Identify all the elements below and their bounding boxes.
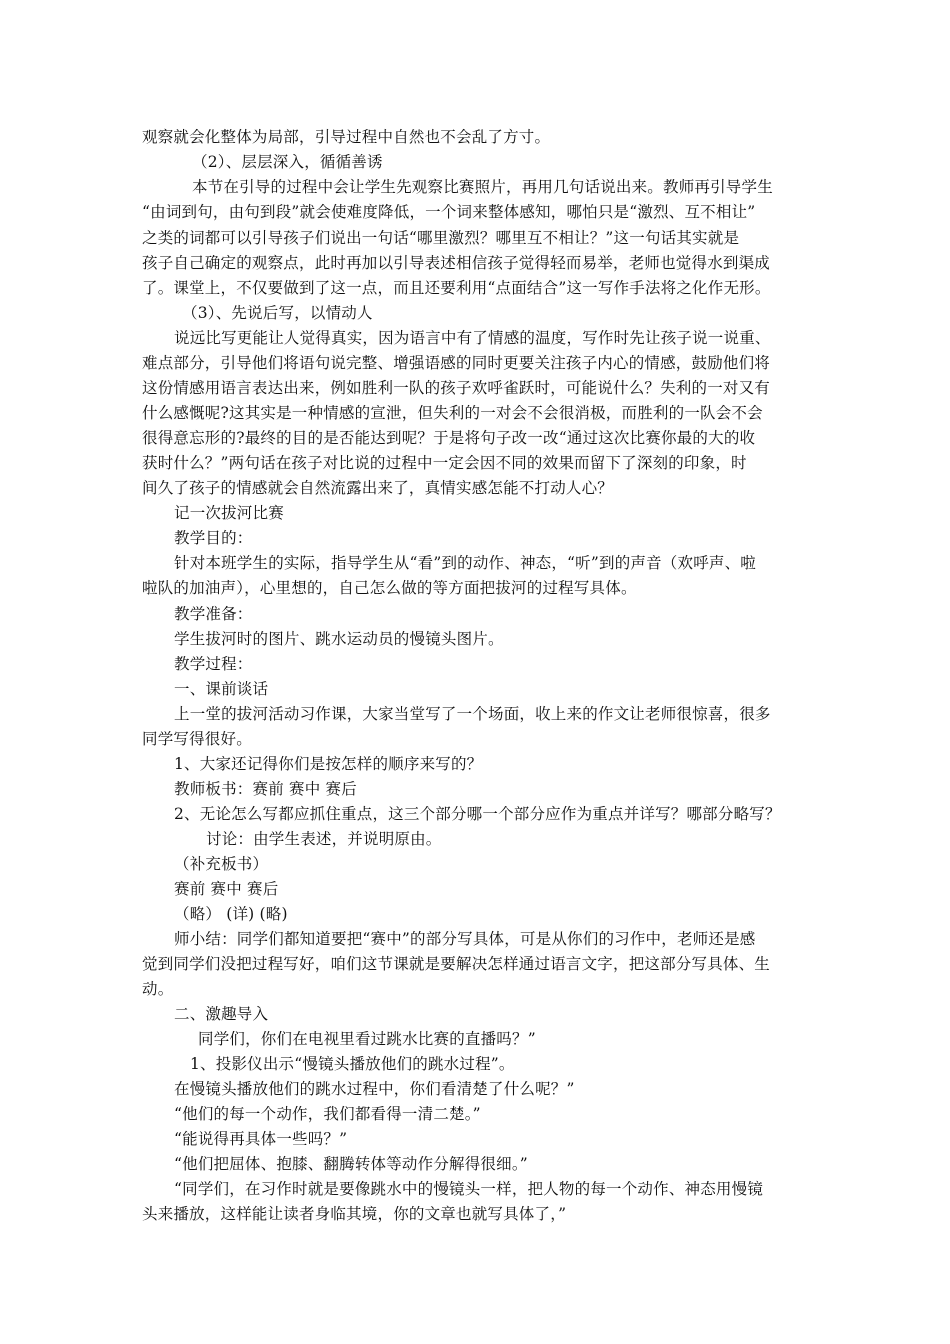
section-heading: 二、激趣导入 — [174, 1005, 269, 1023]
text-line: 难点部分，引导他们将语句说完整、增强语感的同时更要关注孩子内心的情感，鼓励他们将 — [142, 354, 771, 372]
text-line: 这份情感用语言表达出来，例如胜利一队的孩子欢呼雀跃时，可能说什么？失利的一对又有 — [142, 379, 771, 397]
text-line: 赛前 赛中 赛后 — [174, 880, 279, 898]
text-line: 说远比写更能让人觉得真实，因为语言中有了情感的温度，写作时先让孩子说一说重、 — [174, 329, 771, 347]
text-line: 上一堂的拔河活动习作课，大家当堂写了一个场面，收上来的作文让老师很惊喜，很多 — [174, 705, 771, 723]
text-line: 针对本班学生的实际，指导学生从“看”到的动作、神态，“听”到的声音（欢呼声、啦 — [174, 554, 756, 572]
text-line: 间久了孩子的情感就会自然流露出来了，真情实感怎能不打动人心？ — [142, 479, 614, 497]
text-line: （补充板书） — [174, 855, 269, 873]
text-line: 觉到同学们没把过程写好，咱们这节课就是要解决怎样通过语言文字，把这部分写具体、生 — [142, 955, 771, 973]
text-line: 讨论：由学生表述，并说明原由。 — [206, 830, 442, 848]
text-line: 很得意忘形的?最终的目的是否能达到呢？于是将句子改一改“通过这次比赛你最的大的收 — [142, 429, 756, 447]
text-line: “他们的每一个动作，我们都看得一清二楚。” — [174, 1105, 481, 1123]
text-line: 孩子自己确定的观察点，此时再加以引导表述相信孩子觉得轻而易举，老师也觉得水到渠成 — [142, 254, 771, 272]
section-heading: 教学目的： — [174, 529, 253, 547]
section-heading: （3）、先说后写，以情动人 — [182, 304, 373, 322]
text-line: 之类的词都可以引导孩子们说出一句话“哪里激烈？哪里互不相让？”这一句话其实就是 — [142, 229, 740, 247]
text-line: 教师板书：赛前 赛中 赛后 — [174, 780, 357, 798]
section-heading: 教学准备： — [174, 605, 253, 623]
text-line: 同学们，你们在电视里看过跳水比赛的直播吗？” — [198, 1030, 536, 1048]
text-line: “同学们，在习作时就是要像跳水中的慢镜头一样，把人物的每一个动作、神态用慢镜 — [174, 1180, 764, 1198]
text-line: 什么感慨呢?这其实是一种情感的宣泄，但失利的一对会不会很消极，而胜利的一队会不会 — [142, 404, 763, 422]
section-heading: （2）、层层深入，循循善诱 — [192, 153, 383, 171]
text-line: 本节在引导的过程中会让学生先观察比赛照片，再用几句话说出来。教师再引导学生 — [192, 178, 773, 196]
text-line: “他们把屈体、抱膝、翻腾转体等动作分解得很细。” — [174, 1155, 528, 1173]
text-line: （略） (详) (略) — [174, 905, 288, 923]
text-line: 头来播放，这样能让读者身临其境，你的文章也就写具体了，” — [142, 1205, 567, 1223]
text-line: 在慢镜头播放他们的跳水过程中，你们看清楚了什么呢？” — [174, 1080, 575, 1098]
section-heading: 一、课前谈话 — [174, 680, 269, 698]
text-line: 获时什么？”两句话在孩子对比说的过程中一定会因不同的效果而留下了深刻的印象，时 — [142, 454, 747, 472]
text-line: 学生拔河时的图片、跳水运动员的慢镜头图片。 — [174, 630, 504, 648]
text-line: “由词到句，由句到段”就会使难度降低，一个词来整体感知，哪怕只是“激烈、互不相让” — [142, 203, 756, 221]
text-line: 2、无论怎么写都应抓住重点，这三个部分哪一个部分应作为重点并详写？哪部分略写？ — [174, 805, 781, 823]
text-line: 同学写得很好。 — [142, 730, 252, 748]
text-line: 1、投影仪出示“慢镜头播放他们的跳水过程”。 — [190, 1055, 515, 1073]
text-line: 1、大家还记得你们是按怎样的顺序来写的？ — [174, 755, 483, 773]
text-line: 啦队的加油声），心里想的，自己怎么做的等方面把拔河的过程写具体。 — [142, 579, 637, 597]
text-line: 观察就会化整体为局部，引导过程中自然也不会乱了方寸。 — [142, 128, 551, 146]
lesson-title: 记一次拔河比赛 — [174, 504, 284, 522]
text-line: “能说得再具体一些吗？” — [174, 1130, 348, 1148]
text-line: 了。课堂上，不仅要做到了这一点，而且还要利用“点面结合”这一写作手法将之化作无形。 — [142, 279, 771, 297]
text-line: 师小结：同学们都知道要把“赛中”的部分写具体，可是从你们的习作中，老师还是感 — [174, 930, 756, 948]
section-heading: 教学过程： — [174, 655, 253, 673]
text-line: 动。 — [142, 980, 174, 998]
